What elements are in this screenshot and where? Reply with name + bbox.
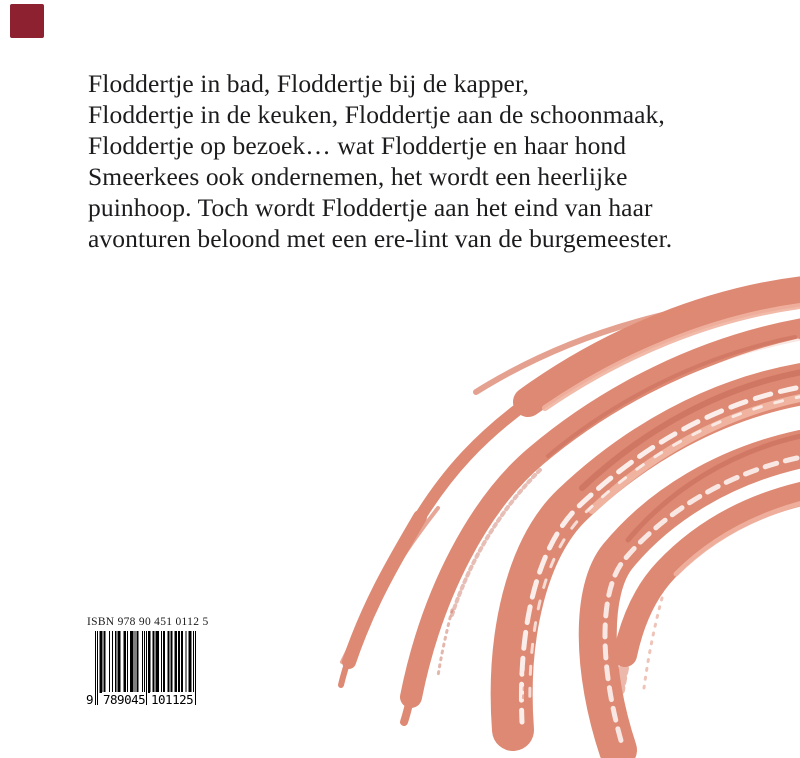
brush-stroke <box>545 306 800 408</box>
brush-stroke <box>644 598 662 688</box>
blurb-line: puinhoop. Toch wordt Floddertje aan het eind van haar <box>88 193 653 222</box>
barcode-bar <box>157 631 158 693</box>
brush-stroke <box>598 449 800 750</box>
barcode-bar <box>168 631 169 693</box>
blurb-line: Floddertje in bad, Floddertje bij de kapper, <box>88 69 530 98</box>
isbn-barcode-block <box>82 610 212 715</box>
brush-stroke <box>411 329 800 697</box>
isbn-label: ISBN 978 90 451 0112 5 <box>87 616 209 628</box>
brush-stroke <box>349 517 420 662</box>
blurb-text <box>88 68 728 254</box>
barcode-bar <box>134 631 135 693</box>
barcode-digit-group: 789045 <box>103 692 146 707</box>
barcode-bar <box>181 631 182 693</box>
brush-stroke <box>432 341 798 690</box>
blurb-line: Floddertje in de keuken, Floddertje aan de schoonmaak, <box>88 100 665 129</box>
brush-stroke <box>512 384 800 730</box>
brush-stroke <box>530 396 800 710</box>
brush-stroke <box>592 398 800 510</box>
barcode-bar <box>119 631 120 693</box>
barcode-bar <box>191 631 192 693</box>
brush-stroke <box>452 470 540 615</box>
barcode-bar <box>125 631 126 693</box>
brush-stroke <box>404 682 414 722</box>
barcode-bar <box>164 631 165 693</box>
barcode-bar <box>153 631 154 693</box>
barcode-bar <box>161 631 162 693</box>
barcode-bar <box>189 631 190 693</box>
brush-stroke <box>620 600 640 690</box>
brush-stroke <box>438 610 452 676</box>
blurb-line: avonturen beloond met een ere-lint van de burgemeester. <box>88 224 673 253</box>
barcode-bar <box>109 631 110 693</box>
barcode-digits <box>82 692 212 708</box>
barcode-bar <box>156 631 157 693</box>
barcode-bar <box>104 631 105 693</box>
brush-stroke <box>605 458 797 744</box>
brush-stroke <box>625 494 800 655</box>
barcode-bar <box>178 631 179 693</box>
barcode-bar <box>105 631 106 693</box>
barcode-bar <box>167 631 168 693</box>
barcode-bar <box>185 631 186 693</box>
barcode-bar <box>149 631 150 693</box>
barcode-bar <box>182 631 183 693</box>
barcode-bar <box>117 631 118 693</box>
brush-stroke <box>523 640 530 706</box>
brush-stroke <box>476 309 690 392</box>
barcode-bar <box>136 631 137 693</box>
barcode-bar <box>130 631 131 693</box>
barcode-bar <box>124 631 125 693</box>
barcode-bar <box>132 631 133 693</box>
barcode-bar <box>163 631 164 693</box>
blurb-line: Smeerkees ook ondernemen, het wordt een heerlijke <box>88 162 628 191</box>
barcode-bar <box>175 631 176 693</box>
brush-stroke <box>342 508 438 662</box>
barcode-bar <box>112 631 113 693</box>
brush-stroke <box>676 502 800 574</box>
barcode-bar <box>170 631 171 693</box>
barcode-bar <box>118 631 119 693</box>
brush-stroke <box>628 436 800 540</box>
barcode-bar <box>131 631 132 693</box>
barcode-bar <box>127 631 128 693</box>
barcode-bar <box>142 631 143 693</box>
brush-stroke <box>420 402 528 517</box>
barcode-bar <box>190 631 191 693</box>
barcode-bar <box>101 631 102 693</box>
corner-color-square <box>10 4 44 38</box>
brush-stroke <box>528 291 800 402</box>
barcode-bar <box>158 631 159 693</box>
brush-stroke <box>582 372 800 488</box>
barcode-bar <box>115 631 116 693</box>
barcode-bar <box>179 631 180 693</box>
barcode-bar <box>100 631 101 693</box>
barcode-digit-group: 9 <box>86 692 94 707</box>
blurb-line: Floddertje op bezoek… wat Floddertje en haar hond <box>88 131 627 160</box>
barcode-bar <box>172 631 173 693</box>
barcode-bar <box>138 631 139 693</box>
barcode-bar <box>152 631 153 693</box>
barcode-digit-group: 101125 <box>151 692 194 707</box>
brush-stroke <box>521 388 796 722</box>
brush-stroke <box>341 648 352 685</box>
brush-stroke <box>548 337 795 456</box>
barcode-bar <box>148 631 149 693</box>
barcode-bar <box>99 631 100 693</box>
barcode-bar <box>176 631 177 693</box>
